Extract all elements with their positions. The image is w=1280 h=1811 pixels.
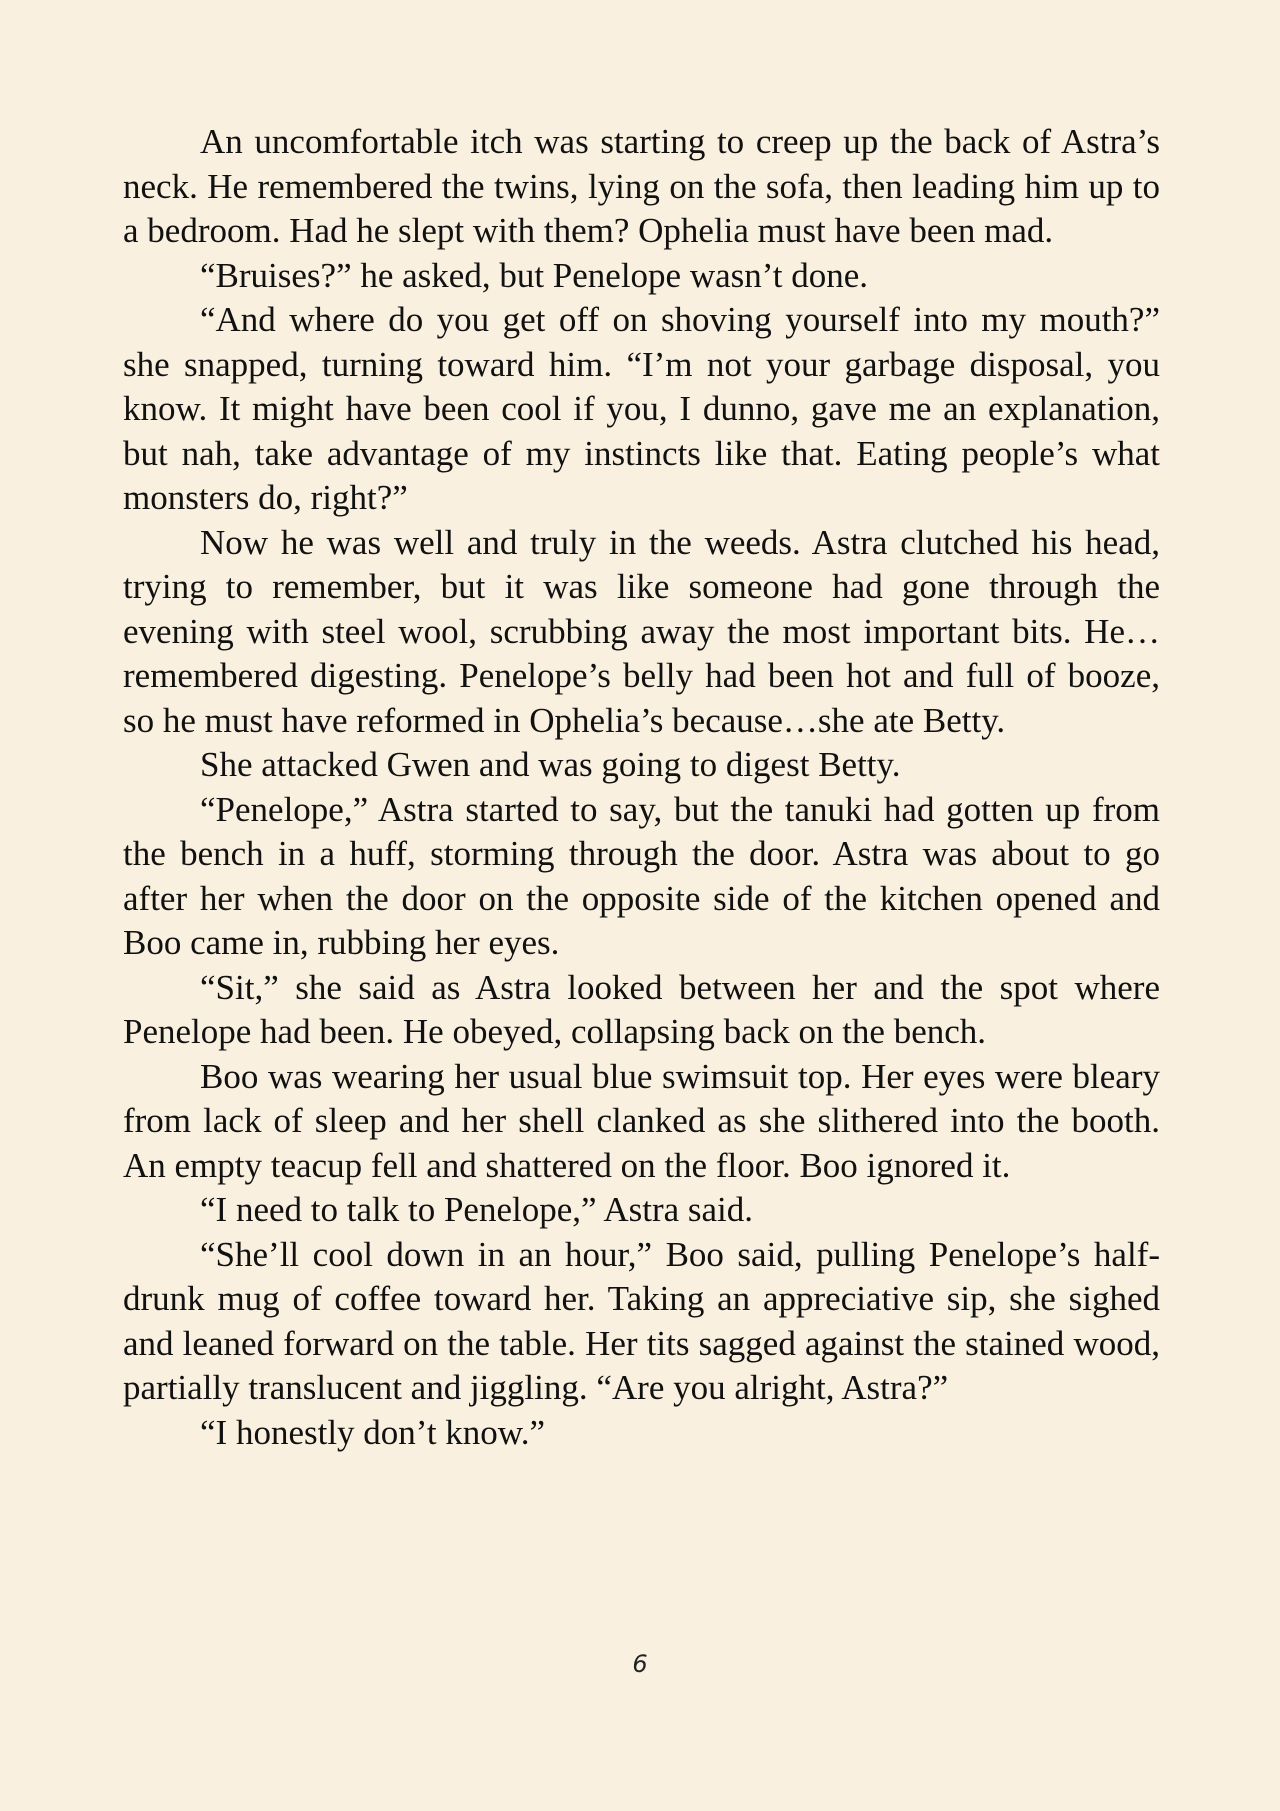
paragraph: “Penelope,” Astra started to say, but the tanuki had gotten up from the bench in a huff, storming through the door. Astra was about to go after her when the door on the opposite side of the kitchen opened and Boo came in, rubbing her eyes. — [123, 789, 1160, 962]
page-body-text — [123, 120, 1160, 1455]
paragraph: An uncomfortable itch was starting to creep up the back of Astra’s neck. He remembered the twins, lying on the sofa, then leading him up to a bedroom. Had he slept with them? Ophelia must have been mad. — [123, 122, 1160, 250]
paragraph: “Bruises?” he asked, but Penelope wasn’t done. — [200, 255, 869, 295]
paragraph: Now he was well and truly in the weeds. Astra clutched his head, trying to remember, but it was like someone had gone through the evening with steel wool, scrubbing away the most important bits. He…remembered digesting. Penelope’s belly had been hot and full of booze, so he must have reformed in Ophelia’s because…she ate Betty. — [123, 522, 1160, 740]
paragraph: “I honestly don’t know.” — [200, 1412, 546, 1452]
paragraph: “She’ll cool down in an hour,” Boo said, pulling Penelope’s half-drunk mug of coffee toward her. Taking an appreciative sip, she sighed and leaned forward on the table. Her tits sagged against the stained wood, partially translucent and jiggling. “Are you alright, Astra?” — [123, 1234, 1160, 1407]
paragraph: “And where do you get off on shoving yourself into my mouth?” she snapped, turning toward him. “I’m not your garbage disposal, you know. It might have been cool if you, I dunno, gave me an explanation, but nah, take advantage of my instincts like that. Eating people’s what monsters do, right?” — [123, 300, 1160, 517]
paragraph: She attacked Gwen and was going to digest Betty. — [200, 745, 901, 784]
paragraph: “I need to talk to Penelope,” Astra said. — [200, 1190, 754, 1229]
paragraph: Boo was wearing her usual blue swimsuit top. Her eyes were bleary from lack of sleep and her shell clanked as she slithered into the booth. An empty teacup fell and shattered on the floor. Boo ignored it. — [123, 1056, 1160, 1185]
page-number: 6 — [632, 1650, 648, 1678]
paragraph: “Sit,” she said as Astra looked between her and the spot where Penelope had been. He obeyed, collapsing back on the bench. — [123, 967, 1160, 1051]
